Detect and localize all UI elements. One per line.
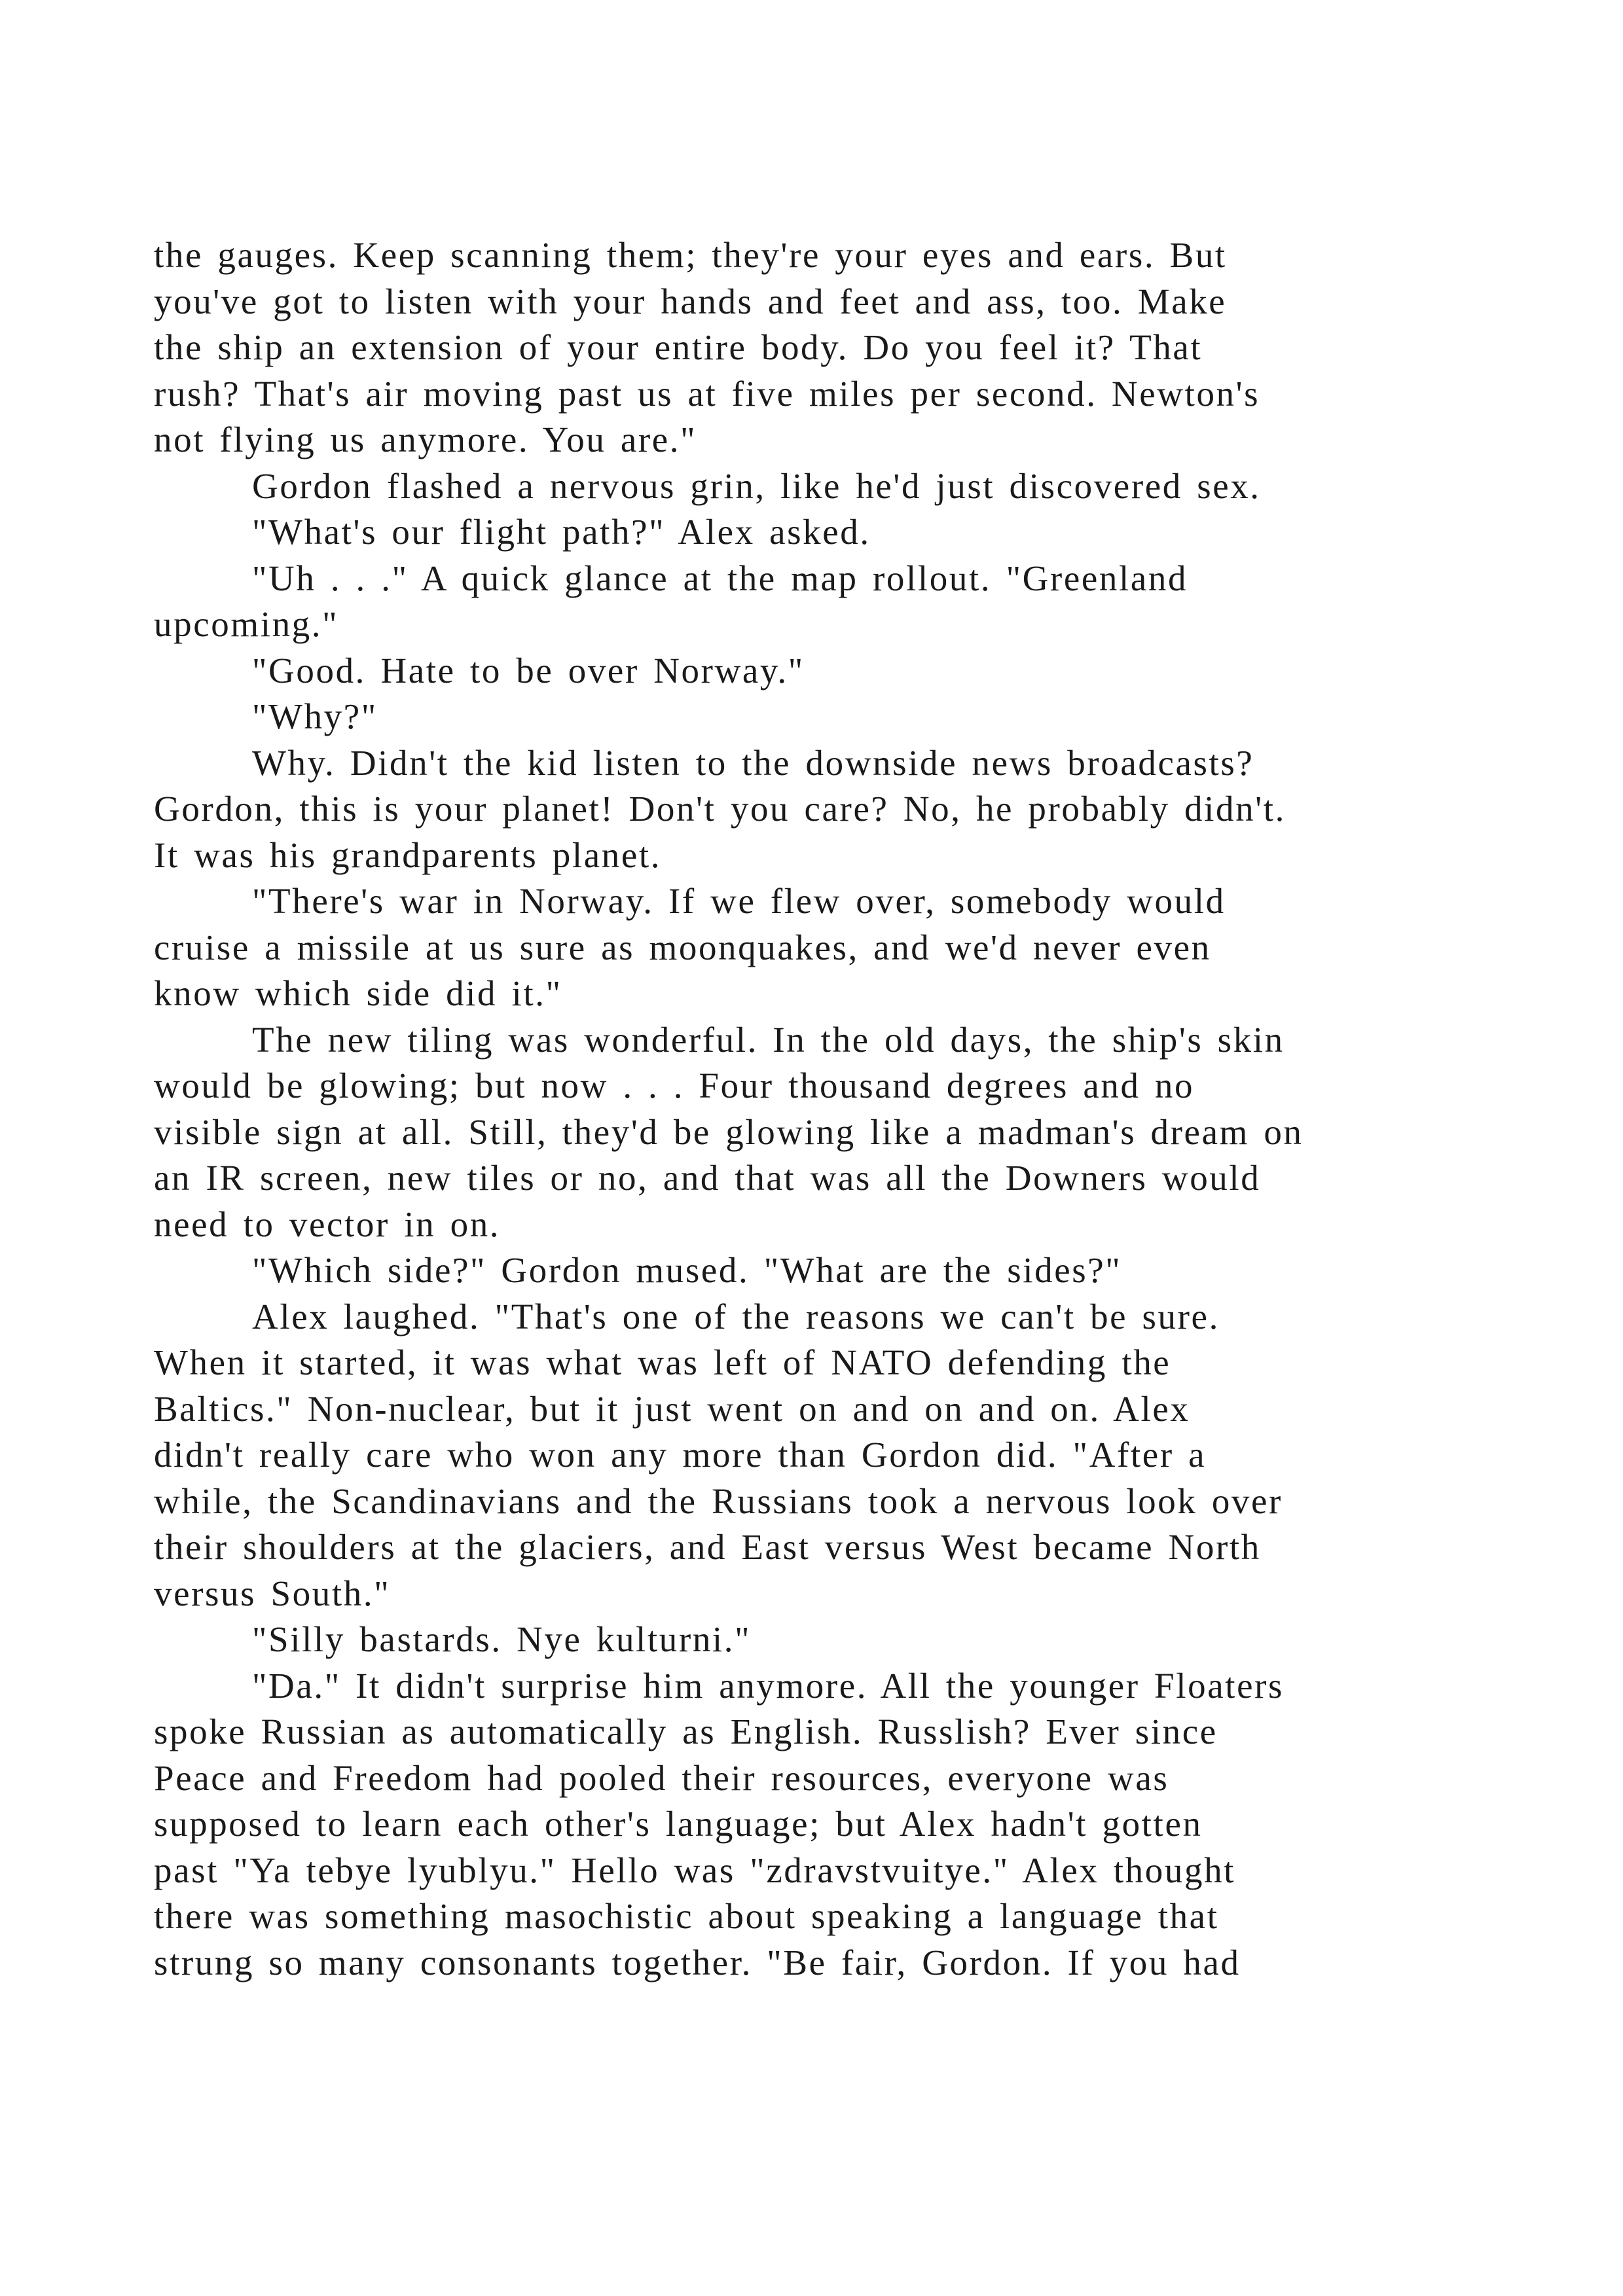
text-line: rush? That's air moving past us at five miles per second. Newton's [154,373,1260,414]
text-line: didn't really care who won any more than Gordon did. "After a [154,1435,1207,1475]
text-line: versus South." [154,1573,391,1613]
text-line: "Da." It didn't surprise him anymore. All the younger Floaters [252,1665,1285,1706]
text-line: there was something masochistic about speaking a language that [154,1896,1219,1936]
text-line: Peace and Freedom had pooled their resources, everyone was [154,1757,1169,1798]
text-line: while, the Scandinavians and the Russians took a nervous look over [154,1480,1283,1521]
text-line: spoke Russian as automatically as English. Russlish? Ever since [154,1712,1218,1751]
text-line: "Which side?" Gordon mused. "What are the sides?" [252,1250,1122,1290]
text-line: the gauges. Keep scanning them; they're your eyes and ears. But [154,235,1227,275]
text-line: It was his grandparents planet. [154,834,662,875]
document-page [154,232,1489,1986]
text-line: supposed to learn each other's language; but Alex hadn't gotten [154,1804,1203,1844]
text-line: Baltics." Non-nuclear, but it just went on and on and on. Alex [154,1388,1190,1429]
text-line: you've got to listen with your hands and feet and ass, too. Make [154,281,1227,321]
text-line: "What's our flight path?" Alex asked. [252,512,871,552]
text-line: Gordon, this is your planet! Don't you care? No, he probably didn't. [154,789,1286,829]
text-line: When it started, it was what was left of NATO defending the [154,1342,1171,1382]
text-line: "Why?" [252,696,378,736]
text-line: visible sign at all. Still, they'd be glowing like a madman's dream on [154,1111,1304,1152]
text-line: "Silly bastards. Nye kulturni." [252,1619,752,1659]
text-line: "There's war in Norway. If we flew over, somebody would [252,881,1226,921]
text-line: not flying us anymore. You are." [154,420,697,459]
text-line: Why. Didn't the kid listen to the downside news broadcasts? [252,742,1254,783]
text-line: "Good. Hate to be over Norway." [252,650,805,691]
text-line: would be glowing; but now . . . Four thousand degrees and no [154,1066,1195,1105]
text-line: cruise a missile at us sure as moonquakes, and we'd never even [154,927,1211,967]
text-line: Alex laughed. "That's one of the reasons we can't be sure. [252,1296,1220,1336]
text-line: past "Ya tebye lyublyu." Hello was "zdravstvuitye." Alex thought [154,1850,1236,1890]
text-line: know which side did it." [154,973,562,1013]
text-line: Gordon flashed a nervous grin, like he'd just discovered sex. [252,465,1261,506]
text-line: The new tiling was wonderful. In the old days, the ship's skin [252,1019,1285,1060]
text-line: upcoming." [154,604,339,644]
text-line: their shoulders at the glaciers, and East versus West became North [154,1527,1261,1567]
text-line: need to vector in on. [154,1204,501,1244]
text-line: strung so many consonants together. "Be fair, Gordon. If you had [154,1942,1241,1982]
text-line: "Uh . . ." A quick glance at the map rollout. "Greenland [252,558,1188,598]
text-line: the ship an extension of your entire body. Do you feel it? That [154,327,1203,367]
text-line: an IR screen, new tiles or no, and that was all the Downers would [154,1158,1261,1198]
